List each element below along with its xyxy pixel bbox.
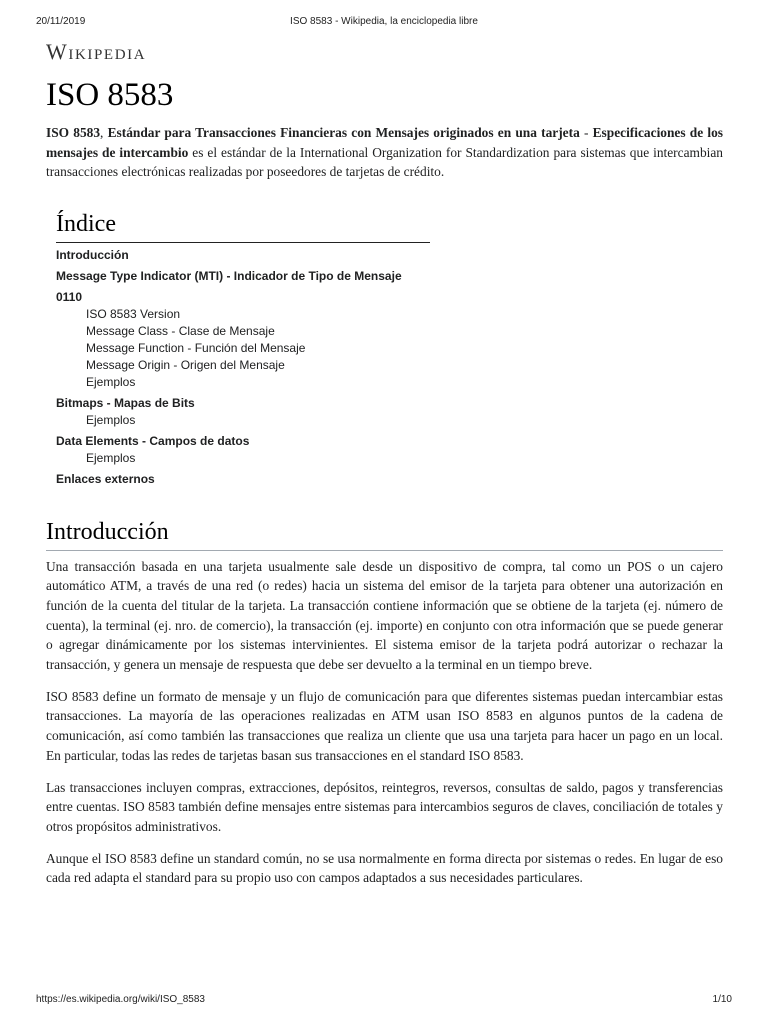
lead-bold-specs: Especificaciones de los mensajes de intercambio (46, 125, 723, 160)
toc-subitem[interactable]: Ejemplos (86, 412, 136, 427)
body-paragraph: ISO 8583 define un formato de mensaje y un flujo de comunicación para que diferentes sistemas puedan intercambiar estas transacciones. La mayoría de las operaciones realizadas en ATM usan ISO 8583 en algunos puntos de la cadena de comunicación, así como también las transacciones que realiza un cliente que usa una tarjeta para hacer un pago en un local. En particular, todas las redes de tarjetas basan sus transacciones en el standard ISO 8583. (46, 688, 723, 763)
toc-item[interactable]: Data Elements - Campos de datos (56, 433, 250, 448)
toc-item[interactable]: Bitmaps - Mapas de Bits (56, 395, 195, 410)
toc-subitem[interactable]: ISO 8583 Version (86, 306, 181, 321)
toc-subitem[interactable]: Ejemplos (86, 374, 136, 389)
toc-subitem[interactable]: Message Class - Clase de Mensaje (86, 323, 275, 338)
toc-subitem[interactable]: Message Origin - Origen del Mensaje (86, 357, 285, 372)
article-content (46, 38, 723, 888)
lead-bold-standard: Estándar para Transacciones Financieras con Mensajes originados en una tarjeta (107, 125, 580, 140)
toc-item[interactable]: Introducción (56, 247, 129, 262)
toc-item[interactable]: Message Type Indicator (MTI) - Indicador de Tipo de Mensaje (56, 268, 402, 283)
section-heading-introduccion: Introducción (46, 516, 723, 551)
print-date: 20/11/2019 (36, 16, 86, 27)
lead-separator: , (100, 125, 108, 140)
body-paragraph: Las transacciones incluyen compras, extracciones, depósitos, reintegros, reversos, consultas de saldo, pagos y transferencias entre cuentas. ISO 8583 también define mensajes entre sistemas para intercambios seguros de claves, conciliación de totales y otros propósitos administrativos. (46, 779, 723, 834)
print-header (36, 16, 732, 30)
toc-list (56, 247, 430, 488)
print-url: https://es.wikipedia.org/wiki/ISO_8583 (36, 994, 205, 1005)
toc-item[interactable]: 0110 (56, 289, 83, 304)
table-of-contents (56, 208, 430, 488)
lead-text: es el estándar de la International Organization for Standardization para sistemas que intercambian transacciones electrónicas realizadas por poseedores de tarjetas de crédito. (46, 144, 723, 179)
print-footer (36, 994, 732, 1008)
lead-bold-title: ISO 8583 (46, 125, 101, 140)
body-paragraph: Aunque el ISO 8583 define un standard común, no se usa normalmente en forma directa por sistemas o redes. En lugar de eso cada red adapta el standard para su propio uso con campos adaptados a sus necesidades particulares. (46, 850, 723, 886)
toc-item[interactable]: Enlaces externos (56, 471, 155, 486)
toc-subitem[interactable]: Message Function - Función del Mensaje (86, 340, 306, 355)
page-title: ISO 8583 (46, 77, 174, 113)
print-page-title: ISO 8583 - Wikipedia, la enciclopedia libre (290, 16, 478, 27)
toc-heading: Índice (56, 208, 430, 243)
toc-subitem[interactable]: Ejemplos (86, 450, 136, 465)
body-paragraph: Una transacción basada en una tarjeta usualmente sale desde un dispositivo de compra, tal como un POS o un cajero automático ATM, a través de una red (o redes) hacia un sistema del emisor de la tarjeta para obtener una autorización en función de la cuenta del titular de la tarjeta. La transacción contiene información que se obtiene de la tarjeta (ej. número de cuenta), la terminal (ej. nro. de comercio), la transacción (ej. importe) en conjunto con otra información que se puede generar o agregar dinámicamente por los sistemas intervinientes. El sistema emisor de la tarjeta podrá autorizar o rechazar la transacción, y genera un mensaje de respuesta que debe ser devuelto a la terminal en un tiempo breve. (46, 558, 723, 673)
lead-separator: - (579, 125, 593, 140)
lead-paragraph (46, 123, 723, 182)
print-page-number: 1/10 (712, 994, 732, 1005)
wikipedia-wordmark[interactable]: Wikipedia (46, 39, 147, 64)
